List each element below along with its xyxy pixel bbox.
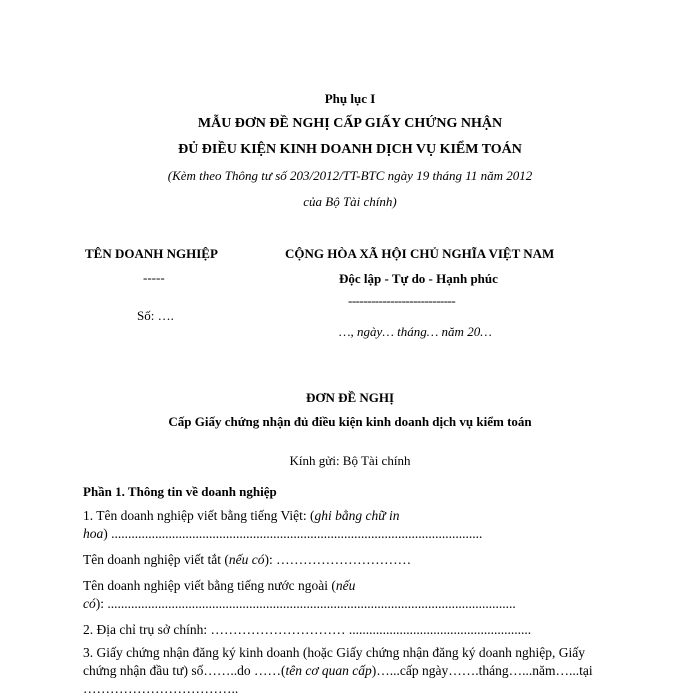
document-number: Số: …. [137, 308, 174, 323]
item1-company-foreign [83, 577, 618, 613]
item3-line2-suffix: )…...cấp ngày…….tháng…...năm…...tại [371, 663, 593, 678]
document-subtitle: Cấp Giấy chứng nhận đủ điều kiện kinh doanh dịch vụ kiểm toán [168, 414, 532, 429]
place-date-line: …, ngày… tháng… năm 20… [339, 324, 492, 339]
form-title-line2: ĐỦ ĐIỀU KIỆN KINH DOANH DỊCH VỤ KIỂM TOÁN [178, 142, 522, 157]
foreign-name-fill: ): ......................................................................................................................... [95, 596, 516, 611]
short-name-prefix: Tên doanh nghiệp viết tắt ( [83, 552, 229, 567]
reference-line2: của Bộ Tài chính) [303, 194, 397, 209]
item1-hint-cont: hoa [83, 526, 104, 541]
item1-company-short [83, 551, 618, 569]
company-divider: ----- [143, 270, 165, 285]
item2-head-office: 2. Địa chỉ trụ sở chính: ………………………… ...................................................... [83, 622, 532, 637]
short-name-fill: ): ………………………… [264, 552, 412, 567]
form-title-line1: MẪU ĐƠN ĐỀ NGHỊ CẤP GIẤY CHỨNG NHẬN [197, 116, 503, 131]
item1-company-vn [83, 507, 618, 543]
foreign-name-hint: nếu [335, 578, 356, 593]
recipient-line: Kính gửi: Bộ Tài chính [289, 453, 411, 468]
national-motto: Độc lập - Tự do - Hạnh phúc [339, 271, 498, 286]
item1-fill-line: ) .............................................................................................................. [103, 526, 483, 541]
section1-heading: Phần 1. Thông tin về doanh nghiệp [83, 484, 277, 499]
company-name-heading: TÊN DOANH NGHIỆP [85, 246, 218, 261]
item3-line1: 3. Giấy chứng nhận đăng ký kinh doanh (hoặc Giấy chứng nhận đăng ký doanh nghiệp, Giấy [83, 645, 586, 660]
item3-business-registration [83, 644, 618, 698]
foreign-name-hint-cont: có [83, 596, 96, 611]
item3-line3: …………………………….. [83, 681, 239, 696]
reference-line1: (Kèm theo Thông tư số 203/2012/TT-BTC ngày 19 tháng 11 năm 2012 [167, 168, 533, 183]
short-name-hint: nếu có [228, 552, 265, 567]
item1-prefix: 1. Tên doanh nghiệp viết bằng tiếng Việt: ( [83, 508, 315, 523]
appendix-label: Phụ lục I [324, 91, 376, 106]
item1-hint: ghi bằng chữ in [314, 508, 400, 523]
motto-divider: ---------------------------- [348, 293, 456, 308]
item3-line2-prefix: chứng nhận đầu tư) số……..do ……( [83, 663, 286, 678]
country-heading: CỘNG HÒA XÃ HỘI CHỦ NGHĨA VIỆT NAM [285, 246, 555, 261]
foreign-name-prefix: Tên doanh nghiệp viết bằng tiếng nước ngoài ( [83, 578, 336, 593]
item3-issuer-hint: tên cơ quan cấp [285, 663, 372, 678]
document-title: ĐƠN ĐỀ NGHỊ [305, 390, 395, 405]
